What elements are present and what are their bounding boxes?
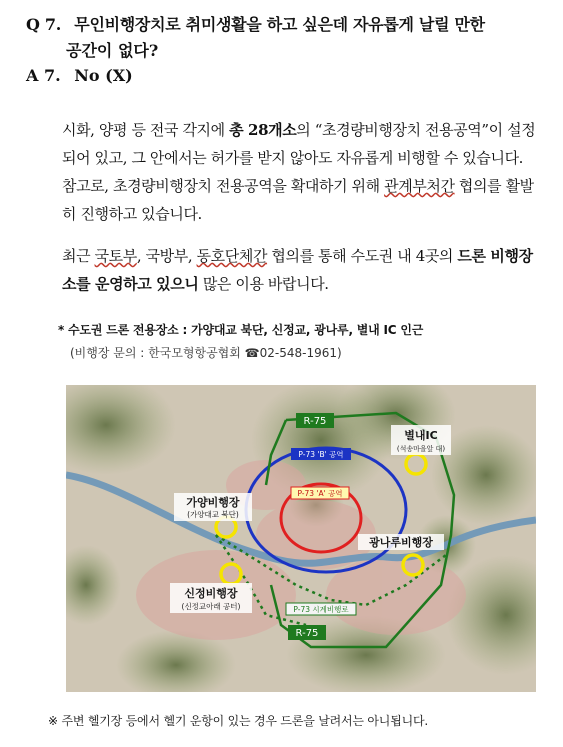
- drone-sites-list: * 수도권 드론 전용장소 : 가양대교 북단, 신정교, 광나루, 별내 IC 인근: [58, 323, 424, 337]
- gwangnaru-label: [358, 534, 444, 550]
- p73a-text: P-73 'A' 공역: [297, 489, 343, 498]
- paragraph1-text-b: 의 “초경량비행장치 전용공역”이 설정되어 있고, 그 안에서는 허가를 받지 않아도 자유롭게 비행할 수 있습니다. 참고로, 초경량비행장치 전용공역을 확대하기 위해: [62, 121, 536, 195]
- paragraph-designated-airspace: [62, 116, 540, 228]
- question-line: [26, 12, 485, 35]
- airspace-map: [66, 385, 536, 692]
- agency-term: 관계부처간: [384, 177, 455, 195]
- paragraph2-text-d: 많은 이용 바랍니다.: [198, 275, 329, 293]
- sinjeong-sub-text: (신정교아래 공터): [181, 602, 241, 611]
- p73b-label: [291, 448, 351, 460]
- gayang-label: [174, 493, 252, 521]
- answer-line: [26, 66, 133, 85]
- contact-info: (비행장 문의 : 한국모형항공협회 ☎02-548-1961): [70, 346, 342, 360]
- r75-top-label: [296, 413, 334, 428]
- byeollae-text: 별내IC: [404, 429, 438, 442]
- sinjeong-label: [170, 583, 252, 613]
- r75-top-text: R-75: [303, 416, 327, 427]
- gayang-sub-text: (가양대교 북단): [187, 510, 239, 519]
- paragraph2-text-c: 협의를 통해 수도권 내 4곳의: [267, 247, 458, 265]
- sinjeong-text: 신정비행장: [184, 587, 238, 600]
- byeollae-label: [391, 425, 451, 455]
- gwangnaru-text: 광나루비행장: [369, 536, 433, 549]
- p73b-text: P-73 'B' 공역: [298, 450, 344, 459]
- drone-sites-emphasis: 드론 비행장소를 운영하고 있으니: [62, 247, 533, 293]
- question-prefix: Q 7.: [26, 15, 62, 34]
- r75-bottom-label: [288, 625, 326, 640]
- paragraph2-text-b: , 국방부,: [136, 247, 197, 265]
- answer-prefix: A 7.: [26, 66, 61, 85]
- byeollae-sub-text: (석송마을앞 대): [396, 445, 446, 453]
- answer-text: No (X): [74, 66, 133, 85]
- p73-city-text: P-73 시계비행로: [293, 605, 349, 614]
- paragraph1-text-a: 시화, 양평 등 전국 각지에: [62, 121, 230, 139]
- paragraph2-text-a: 최근: [62, 247, 95, 265]
- p73a-label: [291, 487, 349, 499]
- paragraph-drone-sites: [62, 242, 540, 298]
- r75-bottom-text: R-75: [295, 628, 319, 639]
- molit-term: 국토부: [94, 247, 137, 265]
- question-continuation: 공간이 없다?: [66, 41, 159, 60]
- question-text: 무인비행장치로 취미생활을 하고 싶은데 자유롭게 날릴 만한: [74, 15, 485, 34]
- airspace-count: 총 28개소: [229, 121, 297, 139]
- gayang-text: 가양비행장: [186, 496, 240, 509]
- p73-city-label: [286, 603, 356, 615]
- clubs-term: 동호단체간: [196, 247, 268, 265]
- paragraph1-text-c: 협의를 활발히 진행하고 있습니다.: [62, 177, 534, 223]
- footer-note: ※ 주변 헬기장 등에서 헬기 운항이 있는 경우 드론을 날려서는 아니됩니다.: [48, 714, 428, 728]
